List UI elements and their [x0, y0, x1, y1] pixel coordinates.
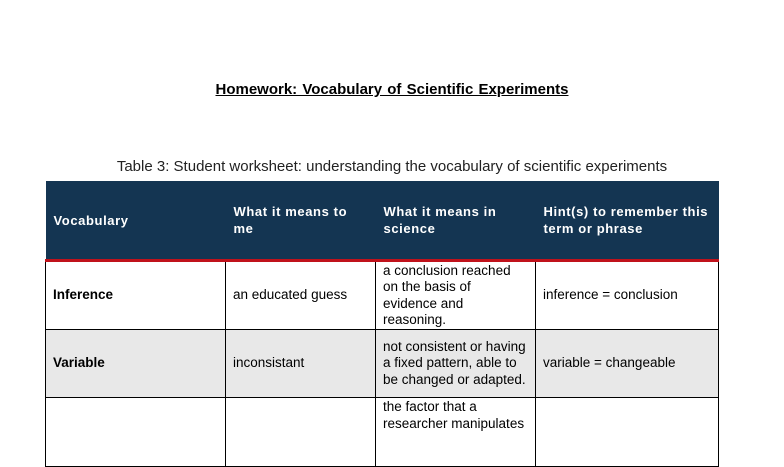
- table-row: [46, 330, 719, 398]
- meaning-to-me-cell: [226, 398, 376, 467]
- term-cell: Variable: [46, 330, 226, 398]
- table-header-row: [46, 181, 719, 261]
- hint-cell: variable = changeable: [536, 330, 719, 398]
- hint-cell: [536, 398, 719, 467]
- table-caption: Table 3: Student worksheet: understanding the vocabulary of scientific experiments: [116, 158, 668, 175]
- meaning-in-science-cell: the factor that a researcher manipulates: [376, 398, 536, 467]
- term-cell: [46, 398, 226, 467]
- document-title: Homework: Vocabulary of Scientific Experiments: [215, 81, 569, 98]
- header-hints: Hint(s) to remember this term or phrase: [536, 181, 719, 261]
- meaning-in-science-cell: a conclusion reached on the basis of evidence and reasoning.: [376, 261, 536, 330]
- header-vocabulary: Vocabulary: [46, 181, 226, 261]
- hint-cell: inference = conclusion: [536, 261, 719, 330]
- meaning-to-me-cell: an educated guess: [226, 261, 376, 330]
- vocabulary-table: [45, 181, 719, 467]
- table-row: [46, 398, 719, 467]
- header-meaning-to-me: What it means to me: [226, 181, 376, 261]
- table-row: [46, 261, 719, 330]
- meaning-to-me-cell: inconsistant: [226, 330, 376, 398]
- header-meaning-in-science: What it means in science: [376, 181, 536, 261]
- term-cell: Inference: [46, 261, 226, 330]
- meaning-in-science-cell: not consistent or having a fixed pattern, able to be changed or adapted.: [376, 330, 536, 398]
